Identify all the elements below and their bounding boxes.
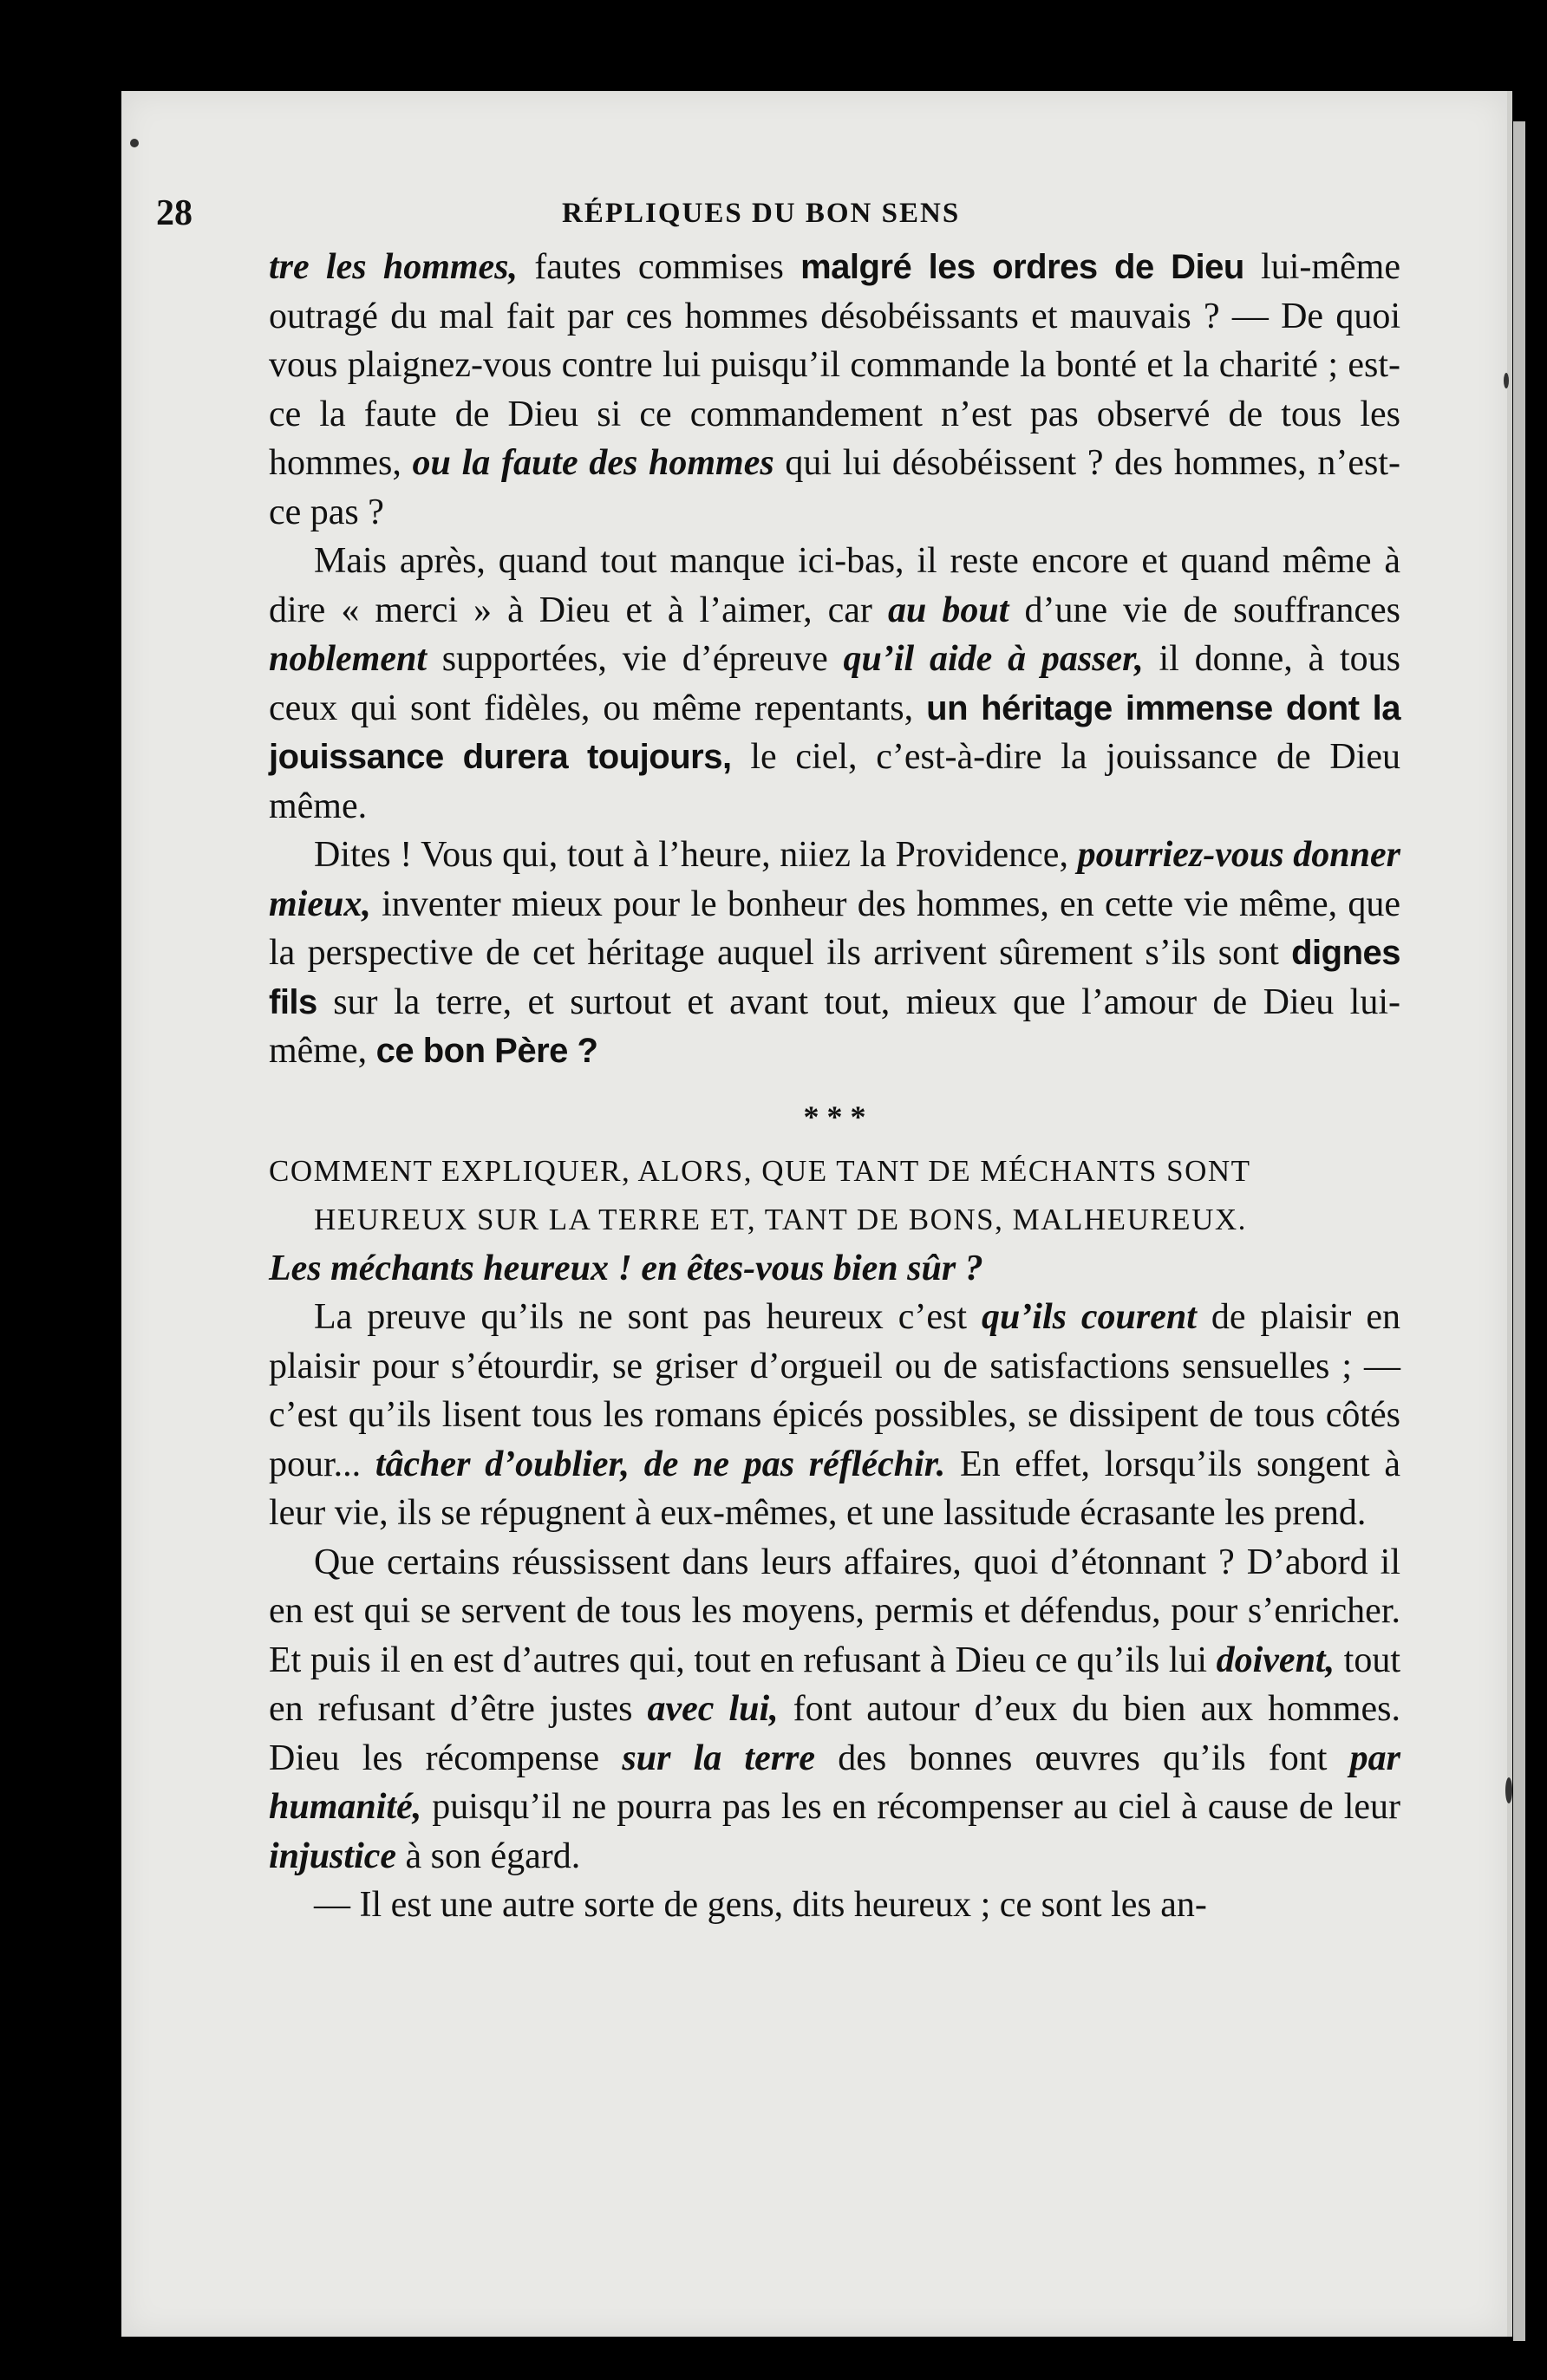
text-run: d’une vie de souffrances bbox=[1008, 590, 1400, 630]
text-run: font autour d’eux du bien aux hommes. Dieu les récompense bbox=[269, 1689, 1400, 1778]
text-run: lui-même outragé du mal fait par ces hommes désobéissants et mauvais ? — De quoi vous plaignez-vous contre lui puisqu’il commande la bonté et la charité ; est-ce la faute de Dieu si ce commandement n’est pas observé de tous les hommes, bbox=[269, 247, 1400, 483]
text-run: des bonnes œuvres qu’ils font bbox=[815, 1738, 1350, 1778]
bold-text: un héritage immense dont la jouissance durera toujours, bbox=[269, 688, 1400, 776]
emphasis: tâcher d’oublier, de ne pas réfléchir. bbox=[375, 1444, 946, 1484]
emphasis: injustice bbox=[269, 1836, 397, 1876]
running-title: RÉPLIQUES DU BON SENS bbox=[562, 198, 961, 229]
paragraph-3 bbox=[269, 831, 1400, 1076]
emphasis: par humanité, bbox=[269, 1738, 1400, 1827]
paragraph-6 bbox=[269, 1881, 1400, 1930]
text-run: puisqu’il ne pourra pas les en récompenser au ciel à cause de leur bbox=[421, 1787, 1400, 1827]
scan-speck bbox=[130, 139, 139, 147]
text-run: supportées, vie d’épreuve bbox=[427, 639, 844, 679]
text-run: à son égard. bbox=[396, 1836, 581, 1876]
text-run: qui lui désobéissent ? des hommes, n’est-ce pas ? bbox=[269, 443, 1400, 532]
page-number: 28 bbox=[156, 193, 193, 233]
text-run: sur la terre, et surtout et avant tout, mieux que l’amour de Dieu lui-même, bbox=[269, 981, 1400, 1071]
bold-text: ce bon Père ? bbox=[375, 1032, 598, 1070]
section-heading-line-1: COMMENT EXPLIQUER, ALORS, QUE TANT DE MÉCHANTS SONT bbox=[269, 1153, 1251, 1188]
text-run: de plaisir en plaisir pour s’étourdir, se griser d’orgueil ou de satisfactions sensuelles ; — c’est qu’ils lisent tous les romans épicés possibles, se dissipent de tous côtés pour... bbox=[269, 1297, 1400, 1484]
asterism: * * * bbox=[803, 1099, 866, 1134]
paragraph-4 bbox=[269, 1293, 1400, 1538]
paragraph-1 bbox=[269, 243, 1400, 537]
emphasis: pourriez-vous donner mieux, bbox=[269, 835, 1400, 924]
page-edge bbox=[1513, 121, 1525, 2341]
emphasis: qu’ils courent bbox=[981, 1297, 1197, 1337]
emphasis: au bout bbox=[887, 590, 1009, 630]
page-header bbox=[156, 192, 1400, 245]
text-run: La preuve qu’ils ne sont pas heureux c’est bbox=[314, 1297, 982, 1337]
text-run: — Il est une autre sorte de gens, dits heureux ; ce sont les an- bbox=[314, 1885, 1207, 1925]
emphasis: tre les hommes, bbox=[269, 247, 519, 287]
bold-text: malgré les ordres de Dieu bbox=[800, 248, 1244, 286]
scan-speck bbox=[1504, 373, 1509, 388]
text-run: il donne, à tous ceux qui sont fidèles, ou même repentants, bbox=[269, 639, 1400, 728]
emphasis: avec lui, bbox=[647, 1689, 779, 1729]
emphasis: doivent, bbox=[1216, 1640, 1335, 1680]
text-run: inventer mieux pour le bonheur des hommes, en cette vie même, que la perspective de cet héritage auquel ils arrivent sûrement s’ils sont bbox=[269, 884, 1400, 973]
text-run: Que certains réussissent dans leurs affaires, quoi d’étonnant ? D’abord il en est qui se servent de tous les moyens, permis et défendus, pour s’enricher. Et puis il en est d’autres qui, tout en refusant à Dieu ce qu’ils lui bbox=[269, 1542, 1400, 1680]
text-run: Mais après, quand tout manque ici-bas, il reste encore et quand même à dire « merci » à Dieu et à l’aimer, car bbox=[269, 541, 1400, 630]
section-question: Les méchants heureux ! en êtes-vous bien sûr ? bbox=[269, 1248, 983, 1288]
section-heading-line-2: HEUREUX SUR LA TERRE ET, TANT DE BONS, MALHEUREUX. bbox=[314, 1202, 1247, 1236]
emphasis: noblement bbox=[269, 639, 428, 679]
emphasis: ou la faute des hommes bbox=[412, 443, 774, 483]
bold-text: dignes fils bbox=[269, 934, 1400, 1021]
text-run: En effet, lorsqu’ils songent à leur vie, ils se répugnent à eux-mêmes, et une lassitude écrasante les prend. bbox=[269, 1444, 1400, 1533]
scan-speck bbox=[1505, 1777, 1512, 1803]
text-run: le ciel, c’est-à-dire la jouissance de Dieu même. bbox=[269, 737, 1400, 826]
text-run: Dites ! Vous qui, tout à l’heure, niiez la Providence, bbox=[314, 835, 1078, 875]
body-text bbox=[269, 243, 1400, 1930]
emphasis: sur la terre bbox=[622, 1738, 816, 1778]
paragraph-2 bbox=[269, 537, 1400, 831]
text-run: tout en refusant d’être justes bbox=[269, 1640, 1401, 1729]
emphasis: qu’il aide à passer, bbox=[843, 639, 1144, 679]
text-run: fautes commises bbox=[518, 247, 801, 287]
paragraph-5 bbox=[269, 1538, 1400, 1881]
